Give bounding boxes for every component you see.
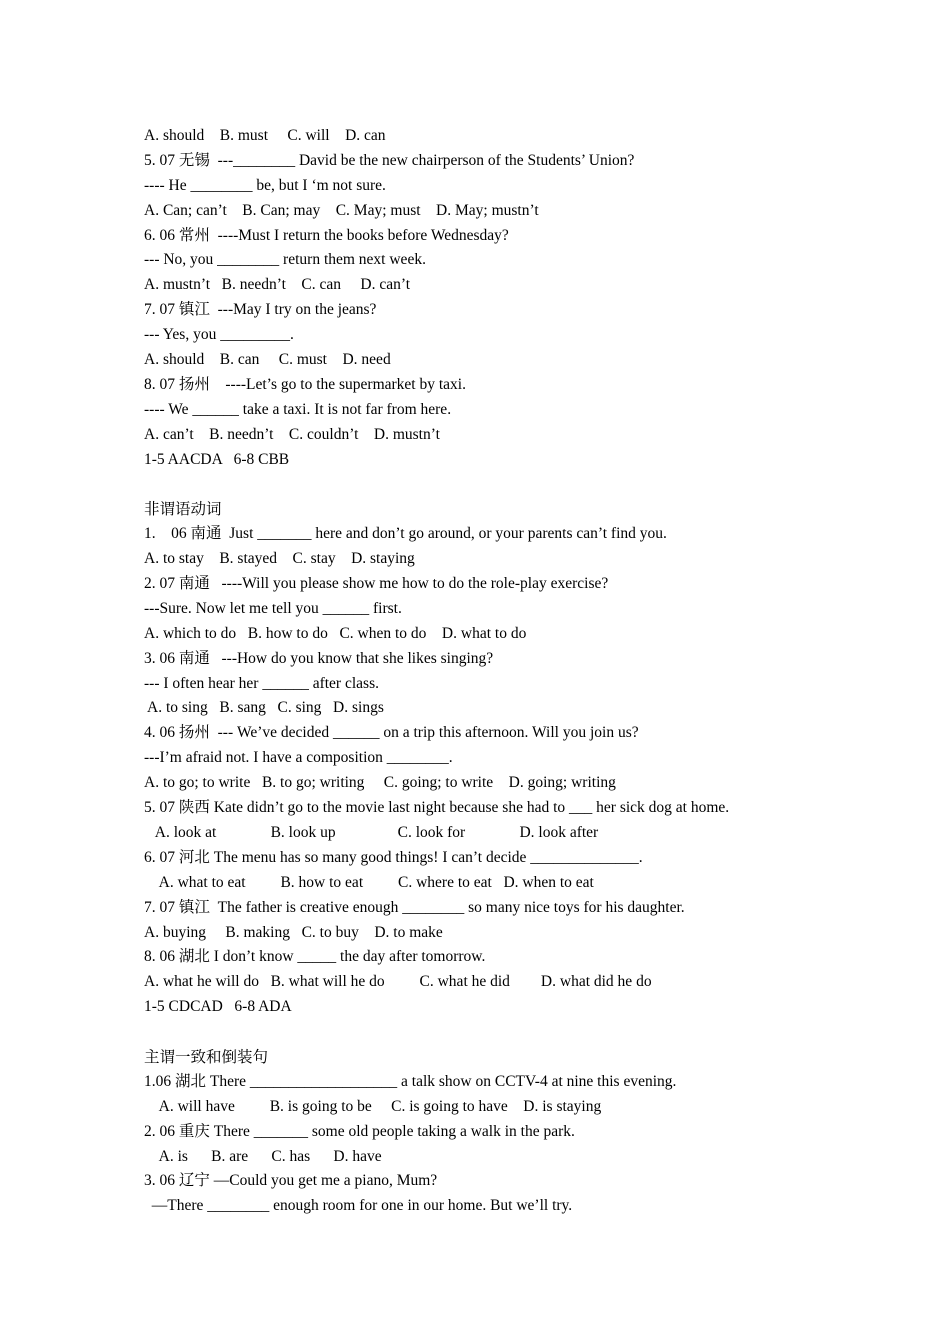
text-line: 6. 07 河北 The menu has so many good things! I can’t decide ______________.: [144, 848, 643, 866]
section-heading: 非谓语动词: [144, 500, 222, 519]
text-line: A. to stay B. stayed C. stay D. staying: [144, 550, 415, 568]
text-line: 7. 07 镇江 The father is creative enough ________ so many nice toys for his daughter.: [144, 898, 685, 916]
text-line: 6. 06 常州 ----Must I return the books before Wednesday?: [144, 226, 509, 244]
section-modal-verbs: [144, 124, 844, 472]
text-line: A. is B. are C. has D. have: [144, 1147, 382, 1165]
text-line: A. what he will do B. what will he do C. what he did D. what did he do: [144, 973, 652, 991]
text-line: ---Sure. Now let me tell you ______ first.: [144, 599, 402, 617]
text-line: 3. 06 辽宁 —Could you get me a piano, Mum?: [144, 1172, 438, 1190]
text-line: ---- He ________ be, but I ‘m not sure.: [144, 176, 386, 194]
text-line: ---I’m afraid not. I have a composition ________.: [144, 749, 453, 767]
text-line: 7. 07 镇江 ---May I try on the jeans?: [144, 301, 377, 319]
text-line: 2. 07 南通 ----Will you please show me how to do the role-play exercise?: [144, 575, 609, 593]
section-agreement-inversion: [144, 1045, 844, 1219]
text-line: 2. 06 重庆 There _______ some old people taking a walk in the park.: [144, 1122, 575, 1140]
text-line: A. to sing B. sang C. sing D. sings: [144, 699, 384, 717]
text-line: --- Yes, you _________.: [144, 326, 294, 344]
text-line: 5. 07 无锡 ---________ David be the new chairperson of the Students’ Union?: [144, 151, 635, 169]
text-line: A. should B. can C. must D. need: [144, 351, 391, 369]
section-heading: 主谓一致和倒装句: [144, 1047, 269, 1066]
text-line: A. look at B. look up C. look for D. look after: [144, 823, 599, 841]
paragraph-spacer: [144, 1020, 844, 1045]
answer-key: 1-5 CDCAD 6-8 ADA: [144, 998, 292, 1016]
text-line: A. buying B. making C. to buy D. to make: [144, 923, 443, 941]
text-line: A. mustn’t B. needn’t C. can D. can’t: [144, 276, 411, 294]
text-line: 1. 06 南通 Just _______ here and don’t go around, or your parents can’t find you.: [144, 525, 667, 543]
document-body: [144, 124, 844, 1219]
text-line: A. to go; to write B. to go; writing C. going; to write D. going; writing: [144, 774, 616, 792]
text-line: --- I often hear her ______ after class.: [144, 674, 379, 692]
text-line: A. should B. must C. will D. can: [144, 127, 386, 144]
text-line: A. what to eat B. how to eat C. where to eat D. when to eat: [144, 873, 594, 891]
text-line: A. can’t B. needn’t C. couldn’t D. mustn’t: [144, 425, 440, 443]
answer-key: 1-5 AACDA 6-8 CBB: [144, 450, 290, 468]
text-line: 8. 06 湖北 I don’t know _____ the day after tomorrow.: [144, 948, 486, 966]
text-line: —There ________ enough room for one in our home. But we’ll try.: [144, 1197, 573, 1215]
text-line: --- No, you ________ return them next week.: [144, 251, 426, 269]
text-line: A. will have B. is going to be C. is going to have D. is staying: [144, 1097, 602, 1115]
text-line: A. Can; can’t B. Can; may C. May; must D. May; mustn’t: [144, 201, 539, 219]
paragraph-spacer: [144, 472, 844, 497]
text-line: A. which to do B. how to do C. when to do D. what to do: [144, 624, 527, 642]
text-line: 5. 07 陕西 Kate didn’t go to the movie last night because she had to ___ her sick dog at home.: [144, 799, 730, 817]
text-line: 3. 06 南通 ---How do you know that she likes singing?: [144, 649, 494, 667]
text-line: 1.06 湖北 There ___________________ a talk show on CCTV-4 at nine this evening.: [144, 1072, 677, 1090]
section-non-finite-verbs: [144, 497, 844, 1020]
text-line: 4. 06 扬州 --- We’ve decided ______ on a trip this afternoon. Will you join us?: [144, 724, 639, 742]
text-line: 8. 07 扬州 ----Let’s go to the supermarket by taxi.: [144, 375, 466, 393]
text-line: ---- We ______ take a taxi. It is not far from here.: [144, 400, 452, 418]
